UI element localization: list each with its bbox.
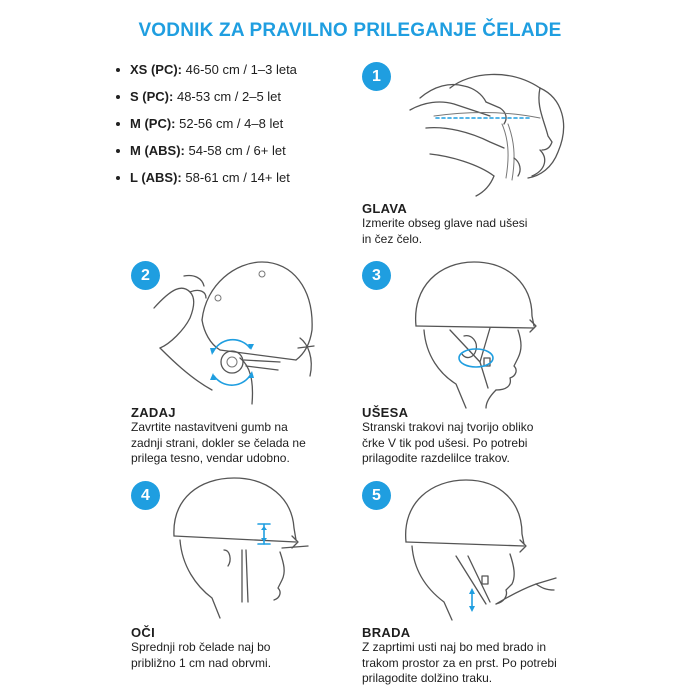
description-line: trakom prostor za en prst. Po potrebi xyxy=(362,655,557,670)
description-line: prilega tesno, vendar udobno. xyxy=(131,451,290,465)
eye-gap-illustration xyxy=(166,470,316,620)
ear-straps-illustration xyxy=(396,250,566,410)
step-4-heading: OČI xyxy=(131,625,156,640)
size-range: 52-56 cm / 4–8 let xyxy=(179,116,284,131)
size-item xyxy=(116,116,297,143)
description-line: zadnji strani, dokler se čelada ne xyxy=(131,435,306,450)
size-label: M (ABS): xyxy=(130,143,185,158)
step-2-badge: 2 xyxy=(131,261,160,290)
size-range: 46-50 cm / 1–3 leta xyxy=(185,62,297,77)
description-line: prilagodite razdelilce trakov. xyxy=(362,451,510,465)
step-3-badge: 3 xyxy=(362,261,391,290)
description-line: črke V tik pod ušesi. Po potrebi xyxy=(362,435,528,450)
description-line: in čez čelo. xyxy=(362,231,423,246)
step-2-heading: ZADAJ xyxy=(131,405,176,420)
step-3-description xyxy=(362,420,577,467)
size-item xyxy=(116,62,297,89)
step-5-badge: 5 xyxy=(362,481,391,510)
step-4-description xyxy=(131,640,346,671)
description-line: približno 1 cm nad obrvmi. xyxy=(131,655,272,670)
step-1-heading: GLAVA xyxy=(362,201,408,216)
back-dial-illustration xyxy=(150,248,330,408)
size-range: 58-61 cm / 14+ let xyxy=(185,170,290,185)
description-line: Z zaprtimi usti naj bo med brado in xyxy=(362,640,547,654)
description-line: Stranski trakovi naj tvorijo obliko xyxy=(362,420,534,434)
step-3-heading: UŠESA xyxy=(362,405,409,420)
size-item xyxy=(116,89,297,116)
head-measure-illustration xyxy=(390,58,600,198)
step-5-heading: BRADA xyxy=(362,625,411,640)
step-2-description xyxy=(131,420,346,467)
size-label: S (PC): xyxy=(130,89,174,104)
size-item xyxy=(116,143,297,170)
size-list xyxy=(116,62,297,197)
size-range: 54-58 cm / 6+ let xyxy=(188,143,286,158)
step-1-badge: 1 xyxy=(362,62,391,91)
chin-gap-illustration xyxy=(396,472,566,622)
description-line: Zavrtite nastavitveni gumb na xyxy=(131,420,288,434)
description-line: Izmerite obseg glave nad ušesi xyxy=(362,216,528,230)
step-5-description xyxy=(362,640,577,687)
description-line: Sprednji rob čelade naj bo xyxy=(131,640,271,654)
step-1-description xyxy=(362,216,577,247)
size-label: XS (PC): xyxy=(130,62,182,77)
description-line: prilagodite dolžino traku. xyxy=(362,671,493,685)
page-title: VODNIK ZA PRAVILNO PRILEGANJE ČELADE xyxy=(138,20,562,41)
size-item xyxy=(116,170,297,197)
step-4-badge: 4 xyxy=(131,481,160,510)
size-range: 48-53 cm / 2–5 let xyxy=(176,89,282,104)
size-label: L (ABS): xyxy=(130,170,182,185)
size-label: M (PC): xyxy=(130,116,176,131)
